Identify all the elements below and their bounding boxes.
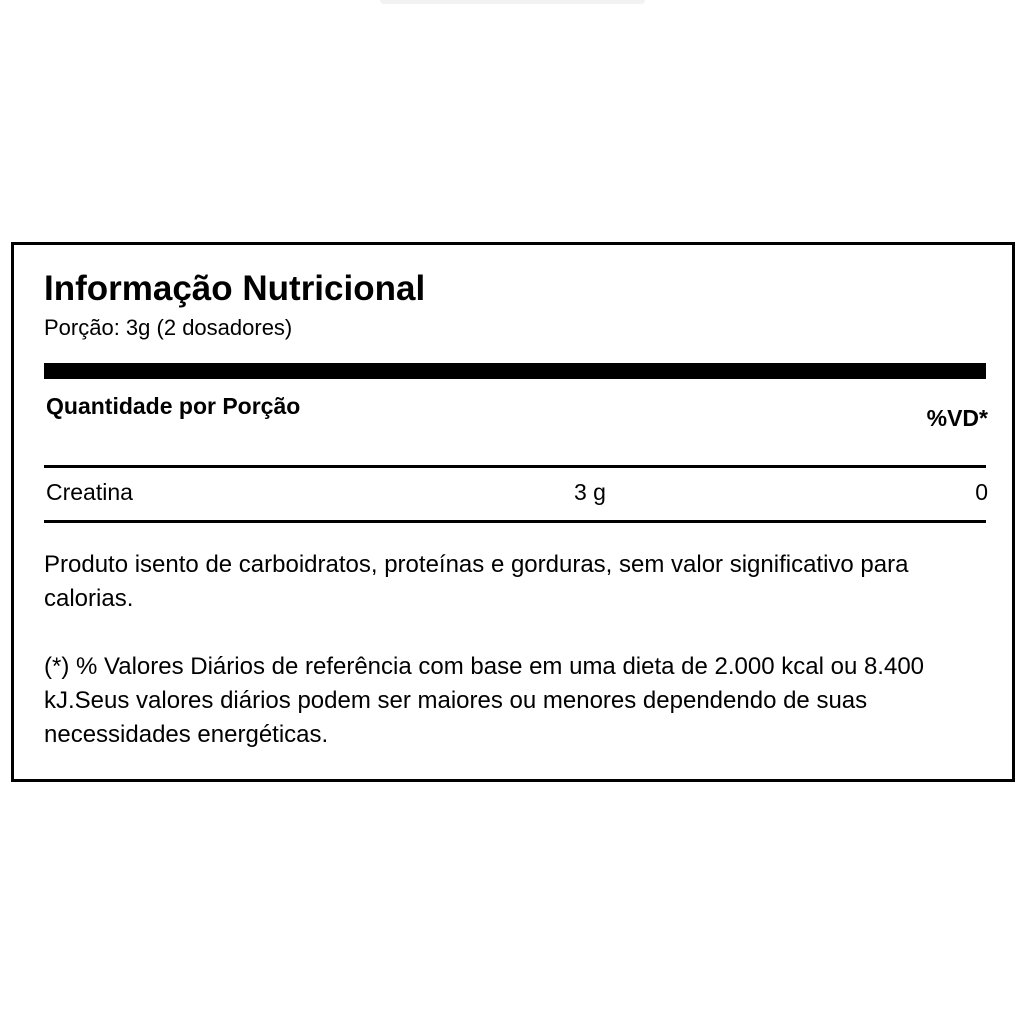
- nutrition-facts-label: [11, 242, 1015, 782]
- divider: [44, 520, 986, 523]
- calories-note: Produto isento de carboidratos, proteínas e gorduras, sem valor significativo para calorias.: [44, 551, 909, 612]
- quantity-per-serving-header: Quantidade por Porção: [46, 393, 301, 419]
- daily-value-header: %VD*: [926, 405, 988, 431]
- nutrient-amount: 3 g: [574, 479, 606, 505]
- nutrient-name: Creatina: [46, 479, 133, 505]
- top-edge-mark: [380, 0, 645, 4]
- label-title: Informação Nutricional: [44, 269, 426, 308]
- thick-divider: [44, 363, 986, 379]
- daily-values-footnote: (*) % Valores Diários de referência com base em uma dieta de 2.000 kcal ou 8.400 kJ.Seus valores diários podem ser maiores ou menores dependendo de suas necessidades energéticas.: [44, 653, 925, 748]
- serving-size: Porção: 3g (2 dosadores): [44, 315, 293, 340]
- divider: [44, 465, 986, 468]
- nutrient-daily-value: 0: [975, 479, 988, 505]
